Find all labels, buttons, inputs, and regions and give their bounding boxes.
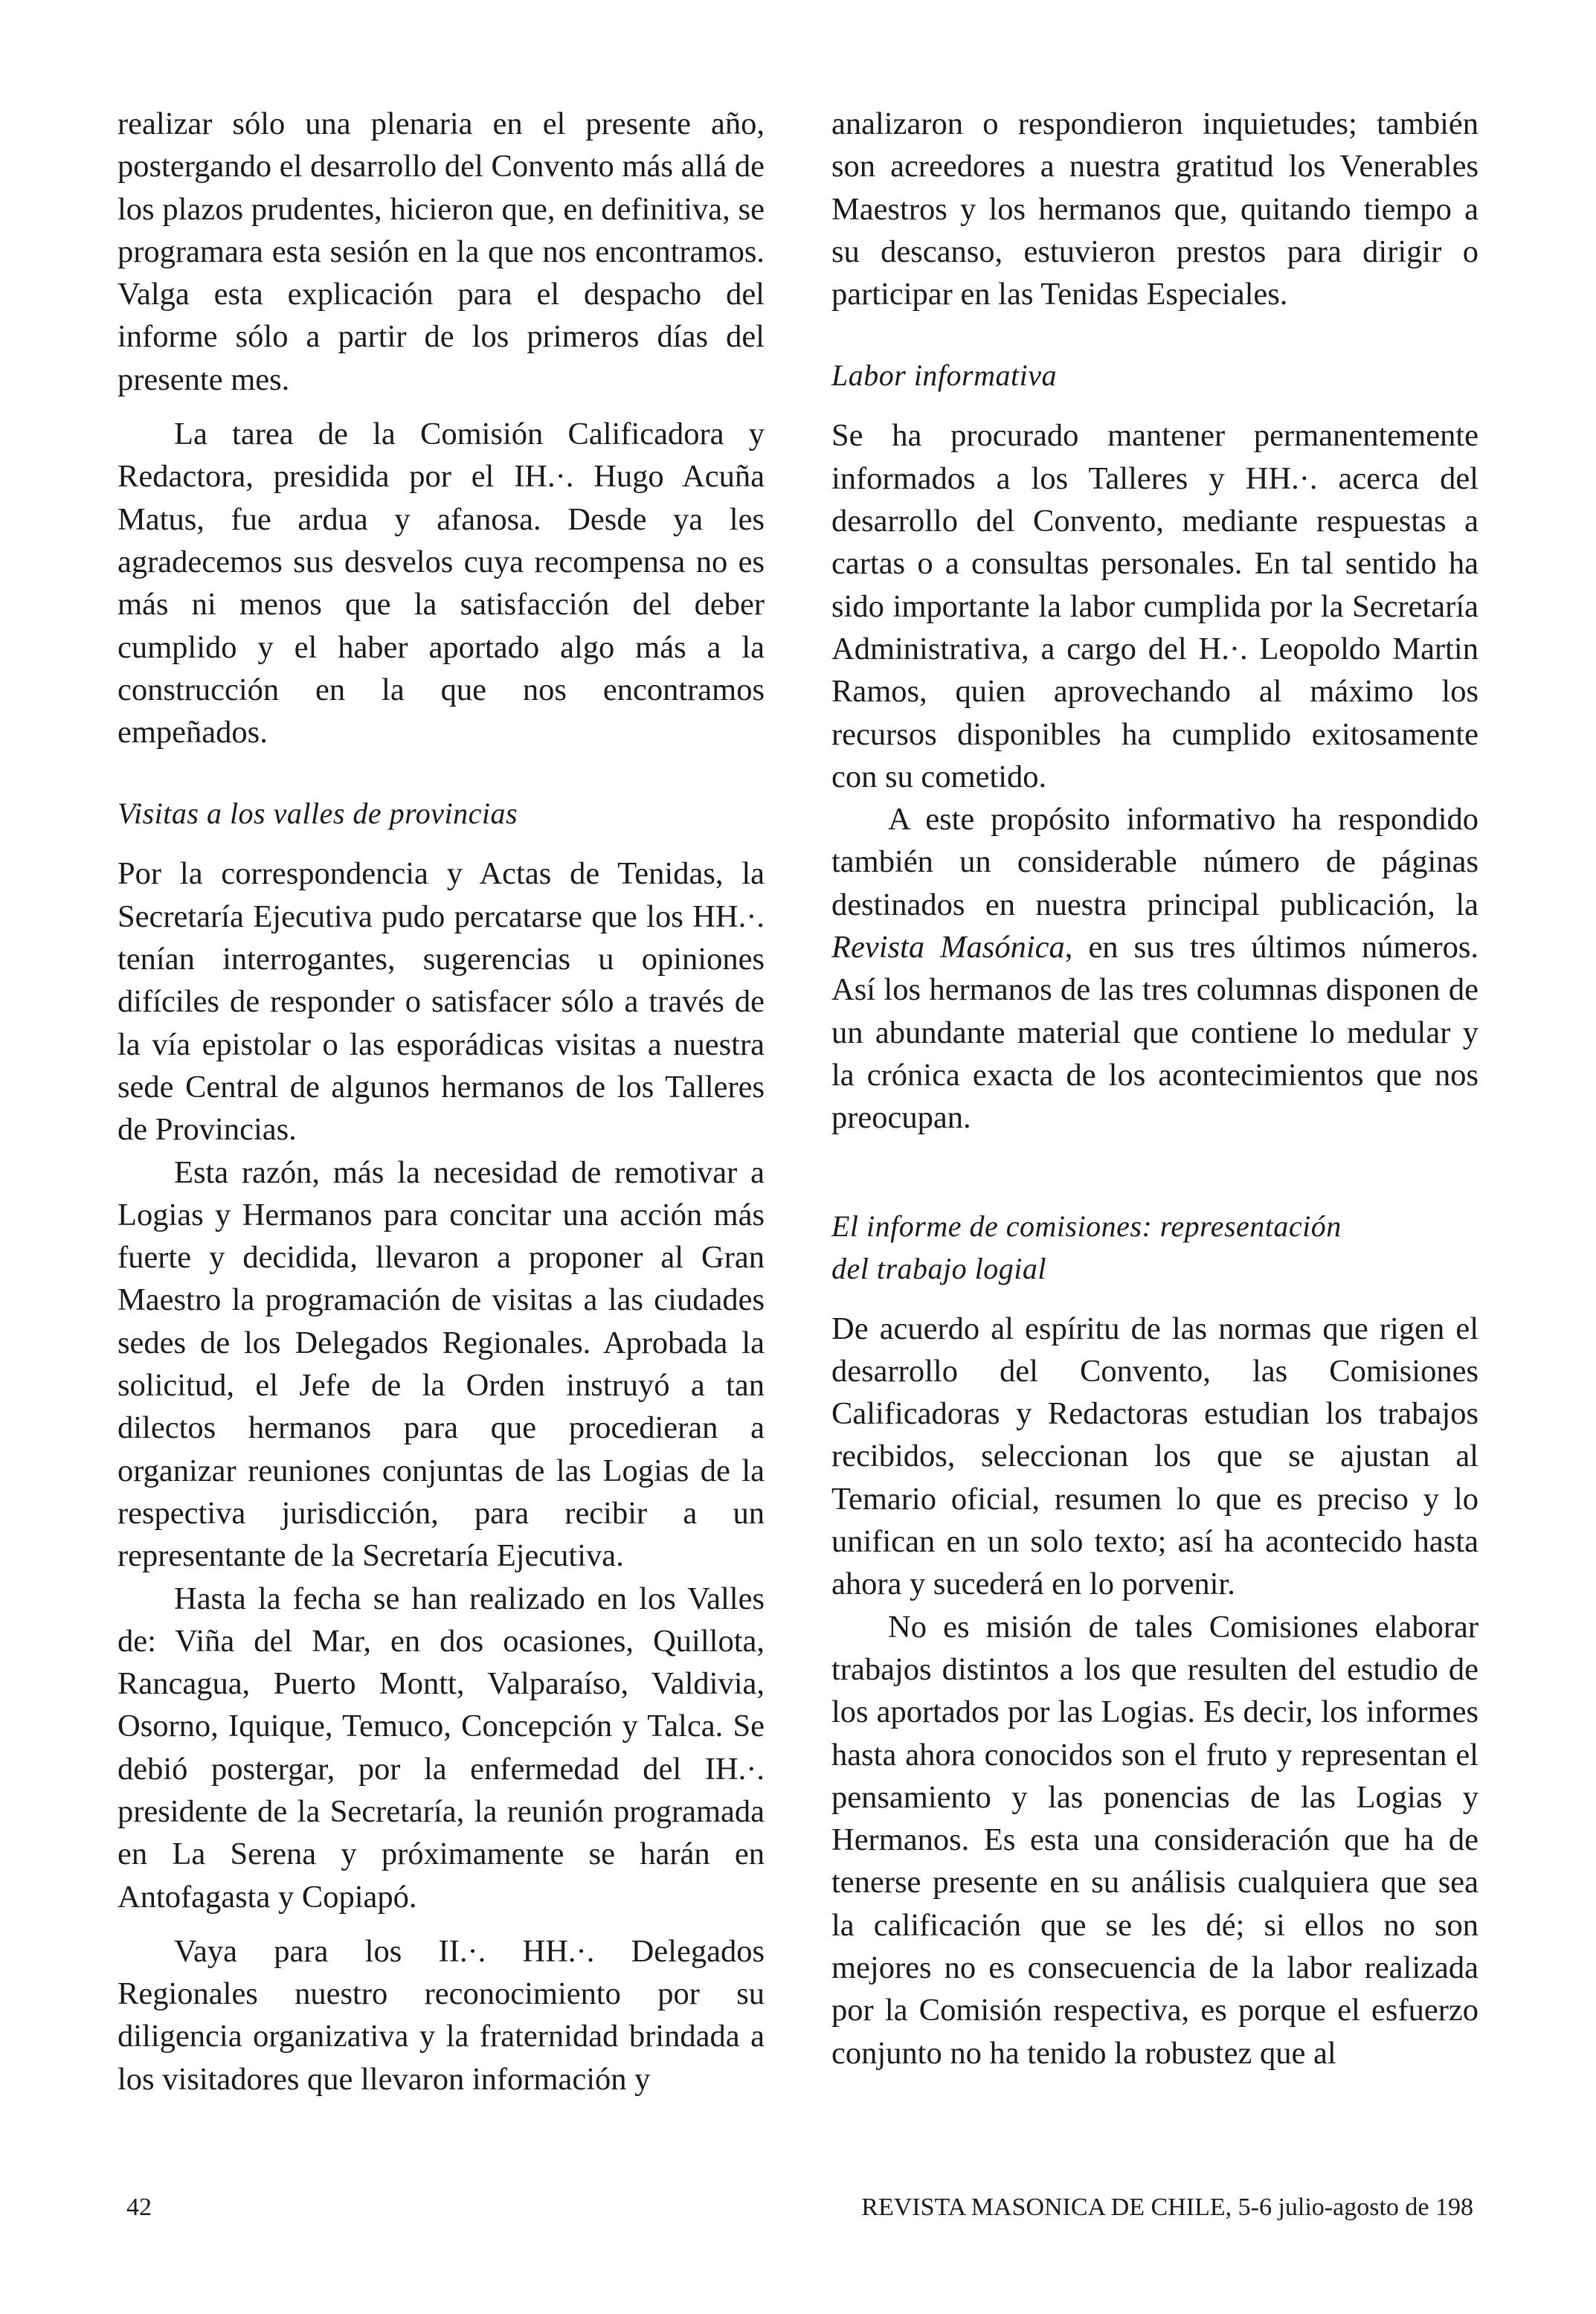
section-heading: Visitas a los valles de provincias [118, 797, 518, 831]
paragraph: Se ha procurado mantener permanentemente informados a los Talleres y HH.·. acerca del desarrollo del Convento, mediante respuestas a cartas o a consultas personales. En tal sentido ha sido importante la labor cumplida por la Secretaría Administrativa, a cargo del H.·. Leopoldo Martin Ramos, quien aprovechando al máximo los recursos disponibles ha cumplido exitosamente con su cometido. [831, 418, 1478, 794]
publication-title: Revista Masónica [831, 930, 1065, 965]
paragraph: Esta razón, más la necesidad de remotivar a Logias y Hermanos para concitar una acción más fuerte y decidida, llevaron a proponer al Gran Maestro la programación de visitas a las ciudades sedes de los Delegados Regionales. Aprobada la solicitud, el Jefe de la Orden instruyó a tan dilectos hermanos para que procedieran a organizar reuniones conjuntas de las Logias de la respectiva jurisdicción, para recibir a un representante de la Secretaría Ejecutiva. [118, 1154, 765, 1574]
heading-line: del trabajo logial [831, 1251, 1046, 1285]
paragraph: Por la correspondencia y Actas de Tenidas, la Secretaría Ejecutiva pudo percatarse que los HH.·. tenían interrogantes, sugerencias u opiniones difíciles de responder o satisfacer sólo a través de la vía epistolar o las esporádicas visitas a nuestra sede Central de algunos hermanos de los Talleres de Provincias. [118, 856, 765, 1148]
left-column [118, 103, 765, 2101]
paragraph: Vaya para los II.·. HH.·. Delegados Regionales nuestro reconocimiento por su diligencia organizativa y la fraternidad brindada a los visitadores que llevaron información y [118, 1933, 765, 2097]
paragraph: Hasta la fecha se han realizado en los Valles de: Viña del Mar, en dos ocasiones, Quillota, Rancagua, Puerto Montt, Valparaíso, Valdivia, Osorno, Iquique, Temuco, Concepción y Talca. Se debió postergar, por la enfermedad del IH.·. presidente de la Secretaría, la reunión programada en La Serena y próximamente se harán en Antofagasta y Copiapó. [118, 1581, 765, 1915]
paragraph [831, 798, 1478, 1139]
paragraph: realizar sólo una plenaria en el presente año, postergando el desarrollo del Convento más allá de los plazos prudentes, hicieron que, en definitiva, se programara esta sesión en la que nos encontramos. Valga esta explicación para el despacho del informe sólo a partir de los primeros días del presente mes. [118, 106, 765, 397]
section-heading: Labor informativa [831, 359, 1057, 393]
paragraph-text: A este propósito informativo ha respondido también un considerable número de páginas destinados en nuestra principal publicación, la [831, 802, 1478, 922]
paragraph: De acuerdo al espíritu de las normas que rigen el desarrollo del Convento, las Comisiones Calificadoras y Redactoras estudian los trabajos recibidos, seleccionan los que se ajustan al Temario oficial, resumen lo que es preciso y lo unifican en un solo texto; así ha acontecido hasta ahora y sucederá en lo porvenir. [831, 1311, 1478, 1602]
paragraph: No es misión de tales Comisiones elaborar trabajos distintos a los que resulten del estudio de los aportados por las Logias. Es decir, los informes hasta ahora conocidos son el fruto y representan el pensamiento y las ponencias de las Logias y Hermanos. Es esta una consideración que ha de tenerse presente en su análisis cualquiera que sea la calificación que se les dé; si ellos no son mejores no es consecuencia de la labor realizada por la Comisión respectiva, es porque el esfuerzo conjunto no ha tenido la robustez que al [831, 1609, 1478, 2071]
right-column [831, 103, 1478, 2074]
heading-line: El informe de comisiones: representación [831, 1209, 1342, 1243]
paragraph: analizaron o respondieron inquietudes; también son acreedores a nuestra gratitud los Venerables Maestros y los hermanos que, quitando tiempo a su descanso, estuvieron prestos para dirigir o participar en las Tenidas Especiales. [831, 106, 1478, 312]
section-heading [831, 1205, 1478, 1290]
paragraph-text: , en sus tres últimos números. Así los hermanos de las tres columnas disponen de un abundante material que contiene lo medular y la crónica exacta de los acontecimientos que nos preocupan. [831, 930, 1478, 1136]
paragraph: La tarea de la Comisión Calificadora y Redactora, presidida por el IH.·. Hugo Acuña Matus, fue ardua y afanosa. Desde ya les agradecemos sus desvelos cuya recompensa no es más ni menos que la satisfacción del deber cumplido y el haber aportado algo más a la construcción en la que nos encontramos empeñados. [118, 417, 765, 751]
running-footer: REVISTA MASONICA DE CHILE, 5-6 julio-agosto de 198 [861, 2194, 1473, 2221]
page-number: 42 [126, 2194, 152, 2221]
